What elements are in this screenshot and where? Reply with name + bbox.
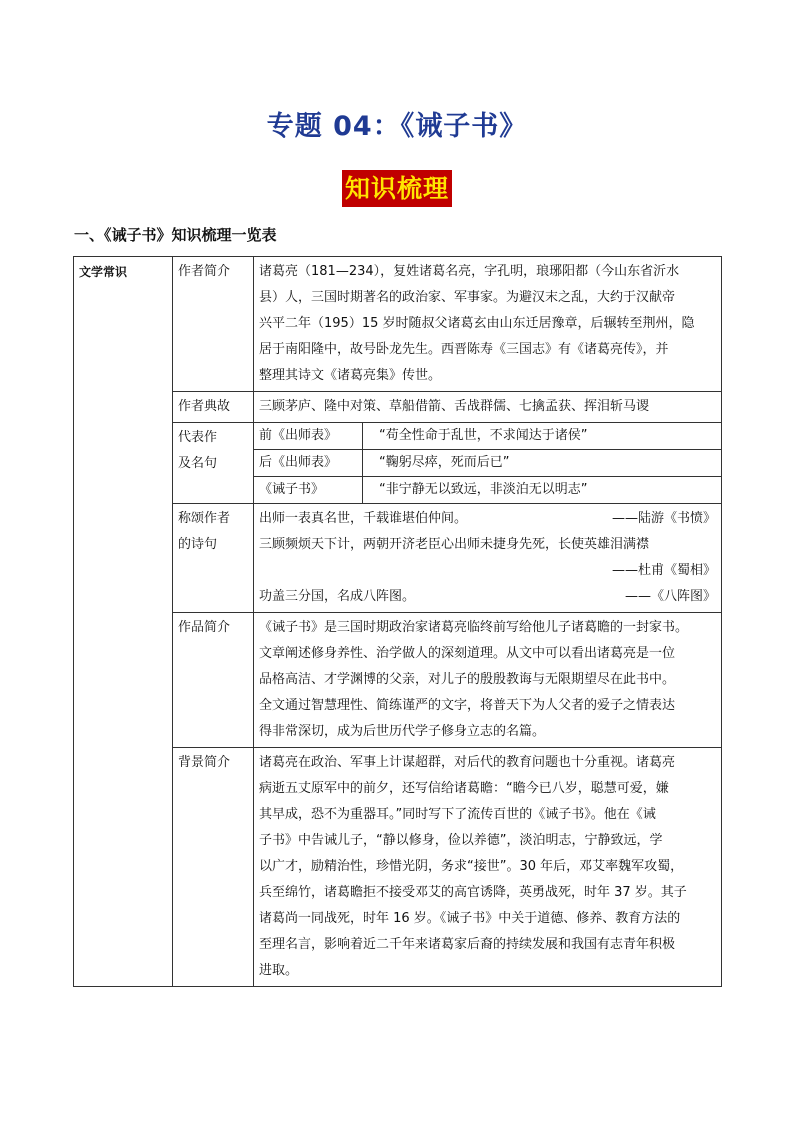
poem-source: ——杜甫《蜀相》 [611, 563, 716, 578]
badge-wrap [0, 170, 794, 207]
category-cell: 文学常识 [74, 257, 173, 987]
work-row [254, 450, 721, 477]
work-sentence: “苟全性命于乱世，不求闻达于诸侯” [363, 423, 722, 450]
author-intro-content [254, 257, 722, 392]
work-title: 后《出师表》 [254, 450, 363, 477]
text-line: 《诫子书》是三国时期政治家诸葛亮临终前写给他儿子诸葛瞻的一封家书。 [259, 620, 689, 635]
poem-source: ——陆游《书愤》 [611, 511, 716, 526]
section-badge: 知识梳理 [342, 170, 452, 207]
text-line: 诸葛亮（181—234），复姓诸葛名亮，字孔明，琅琊阳都（今山东省沂水 [259, 264, 680, 279]
poem-text: 出师一表真名世，千载谁堪伯仲间。 [259, 511, 468, 526]
works-subtable [254, 423, 721, 503]
work-row [254, 423, 721, 450]
allusions-label: 作者典故 [173, 392, 254, 423]
table-row [74, 257, 722, 392]
text-line: 文章阐述修身养性、治学做人的深刻道理。从文中可以看出诸葛亮是一位 [259, 646, 676, 661]
poem-line [259, 506, 716, 532]
poem-text: 功盖三分国，名成八阵图。 [259, 589, 416, 604]
text-line: 以广才，励精治性，珍惜光阴，务求“接世”。30 年后，邓艾率魏军攻蜀， [259, 859, 684, 874]
text-line: 诸葛尚一同战死，时年 16 岁。《诫子书》中关于道德、修养、教育方法的 [259, 911, 681, 926]
work-title: 《诫子书》 [254, 477, 363, 504]
text-line: 居于南阳隆中，故号卧龙先生。西晋陈寿《三国志》有《诸葛亮传》，并 [259, 342, 669, 357]
label-line: 及名句 [178, 456, 218, 471]
works-content [254, 423, 722, 504]
text-line: 至理名言，影响着近二千年来诸葛家后裔的持续发展和我国有志青年积极 [259, 937, 676, 952]
text-line: 子书》中告诫儿子，“静以修身，俭以养德”，淡泊明志，宁静致远，学 [259, 833, 663, 848]
label-line: 代表作 [178, 430, 218, 445]
work-intro-content [254, 613, 722, 748]
works-label [173, 423, 254, 504]
page-title: 专题 04：《诫子书》 [266, 111, 528, 142]
work-row [254, 477, 721, 504]
text-line: 全文通过智慧理性、简练谨严的文字，将普天下为人父者的爱子之情表达 [259, 698, 676, 713]
poem-line [259, 584, 716, 610]
poem-source: ——《八阵图》 [624, 589, 716, 604]
author-intro-label: 作者简介 [173, 257, 254, 392]
work-sentence: “非宁静无以致远，非淡泊无以明志” [379, 482, 588, 497]
work-sentence: “鞠躬尽瘁，死而后已” [363, 450, 722, 477]
background-label: 背景简介 [173, 748, 254, 987]
background-content [254, 748, 722, 987]
text-line: 病逝五丈原军中的前夕，还写信给诸葛瞻：“瞻今已八岁，聪慧可爱，嫌 [259, 781, 669, 796]
allusions-content: 三顾茅庐、隆中对策、草船借箭、舌战群儒、七擒孟获、挥泪斩马谡 [254, 392, 722, 423]
knowledge-table [73, 256, 722, 987]
text-line: 得非常深切，成为后世历代学子修身立志的名篇。 [259, 724, 546, 739]
text-line: 进取。 [259, 963, 299, 978]
work-title: 前《出师表》 [254, 423, 363, 450]
label-line: 称颂作者 [178, 511, 231, 526]
poems-content [254, 504, 722, 613]
label-line: 的诗句 [178, 537, 218, 552]
work-intro-label: 作品简介 [173, 613, 254, 748]
text-line: 县）人，三国时期著名的政治家、军事家。为避汉末之乱，大约于汉献帝 [259, 290, 676, 305]
section-heading: 一、《诫子书》知识梳理一览表 [74, 226, 277, 244]
text-line: 整理其诗文《诸葛亮集》传世。 [259, 368, 442, 383]
text-line: 诸葛亮在政治、军事上计谋超群，对后代的教育问题也十分重视。诸葛亮 [259, 755, 676, 770]
text-line: 品格高洁、才学渊博的父亲，对儿子的殷殷教诲与无限期望尽在此书中。 [259, 672, 676, 687]
text-line: 兴平二年（195）15 岁时随叔父诸葛玄由山东迁居豫章，后辗转至荆州，隐 [259, 316, 695, 331]
text-line: 兵至绵竹，诸葛瞻拒不接受邓艾的高官诱降，英勇战死，时年 37 岁。其子 [259, 885, 687, 900]
poems-label [173, 504, 254, 613]
text-line: 其早成，恐不为重器耳。”同时写下了流传百世的《诫子书》。他在《诫 [259, 807, 656, 822]
poem-text: 三顾频烦天下计，两朝开济老臣心出师未捷身先死，长使英雄泪满襟 [259, 537, 650, 552]
